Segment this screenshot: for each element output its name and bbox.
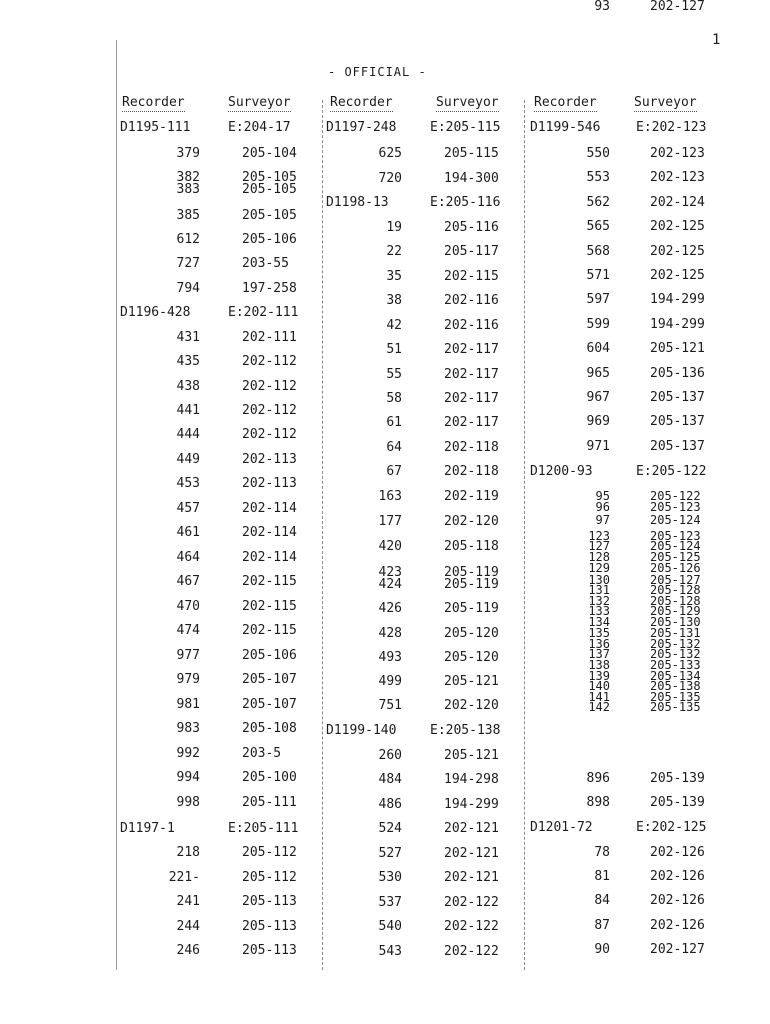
surveyor-entry: 205-104 [242, 146, 297, 161]
recorder-entry: 35 [386, 269, 402, 284]
surveyor-entry: 194-300 [444, 171, 499, 186]
recorder-entry: 177 [378, 514, 402, 529]
recorder-entry: 965 [586, 366, 610, 381]
surveyor-entry: E:205-111 [228, 821, 299, 836]
recorder-entry: 95 [595, 489, 610, 503]
recorder-entry: 128 [588, 550, 610, 564]
surveyor-entry: 203-55 [242, 256, 289, 271]
surveyor-entry: E:205-138 [430, 723, 501, 738]
recorder-entry: 540 [378, 919, 402, 934]
surveyor-entry: E:205-116 [430, 195, 501, 210]
surveyor-entry: 202-125 [650, 244, 705, 259]
recorder-entry: 553 [586, 170, 610, 185]
recorder-entry: 565 [586, 219, 610, 234]
surveyor-entry: E:202-123 [636, 120, 707, 135]
recorder-entry: 137 [588, 647, 610, 661]
surveyor-entry: 202-121 [444, 821, 499, 836]
surveyor-entry: E:202-125 [636, 820, 707, 835]
surveyor-entry: 205-119 [444, 577, 499, 592]
recorder-entry: 981 [176, 697, 200, 712]
surveyor-entry: 202-122 [444, 895, 499, 910]
surveyor-entry: 202-122 [444, 919, 499, 934]
surveyor-entry: 205-121 [444, 748, 499, 763]
recorder-entry: 19 [386, 220, 402, 235]
header-surveyor-3: Surveyor [634, 95, 697, 110]
recorder-entry: 992 [176, 746, 200, 761]
recorder-entry: 444 [176, 427, 200, 442]
surveyor-entry: 205-113 [242, 943, 297, 958]
recorder-entry: 994 [176, 770, 200, 785]
surveyor-entry: 202-115 [444, 269, 499, 284]
recorder-entry: 562 [586, 195, 610, 210]
surveyor-entry: 205-118 [444, 539, 499, 554]
surveyor-entry: 202-123 [650, 170, 705, 185]
recorder-entry: 134 [588, 615, 610, 629]
recorder-entry: D1200-93 [530, 464, 593, 479]
surveyor-entry: 202-126 [650, 869, 705, 884]
recorder-entry: 977 [176, 648, 200, 663]
surveyor-entry: 202-121 [444, 870, 499, 885]
recorder-entry: 971 [586, 439, 610, 454]
recorder-entry: 136 [588, 637, 610, 651]
surveyor-entry: 202-112 [242, 403, 297, 418]
surveyor-entry: 202-113 [242, 476, 297, 491]
recorder-entry: 127 [588, 539, 610, 553]
recorder-entry: 438 [176, 379, 200, 394]
recorder-entry: 64 [386, 440, 402, 455]
recorder-entry: 751 [378, 698, 402, 713]
surveyor-entry: 202-115 [242, 574, 297, 589]
recorder-entry: 983 [176, 721, 200, 736]
recorder-entry: 58 [386, 391, 402, 406]
surveyor-entry: 205-119 [444, 601, 499, 616]
surveyor-entry: 202-126 [650, 918, 705, 933]
header-recorder-2: Recorder [330, 95, 393, 110]
recorder-entry: 484 [378, 772, 402, 787]
recorder-entry: 61 [386, 415, 402, 430]
recorder-entry: D1201-72 [530, 820, 593, 835]
recorder-entry: 131 [588, 583, 610, 597]
surveyor-entry: 205-117 [444, 244, 499, 259]
surveyor-entry: 205-106 [242, 648, 297, 663]
recorder-entry: 67 [386, 464, 402, 479]
surveyor-entry: 202-112 [242, 354, 297, 369]
recorder-entry: 435 [176, 354, 200, 369]
surveyor-entry: 205-112 [242, 870, 297, 885]
surveyor-entry: 205-105 [242, 208, 297, 223]
recorder-entry: 426 [378, 601, 402, 616]
recorder-entry: D1199-546 [530, 120, 601, 135]
recorder-entry: 424 [378, 577, 402, 592]
recorder-entry: 969 [586, 414, 610, 429]
recorder-entry: 379 [176, 146, 200, 161]
surveyor-entry: 205-133 [650, 658, 701, 672]
surveyor-entry: 205-126 [650, 561, 701, 575]
recorder-entry: 420 [378, 539, 402, 554]
surveyor-entry: 202-114 [242, 525, 297, 540]
recorder-entry: 898 [586, 795, 610, 810]
recorder-entry: 383 [176, 182, 200, 197]
surveyor-entry: 205-137 [650, 414, 705, 429]
surveyor-entry: 205-113 [242, 919, 297, 934]
surveyor-entry: 202-112 [242, 427, 297, 442]
surveyor-entry: 202-118 [444, 440, 499, 455]
surveyor-entry: E:205-122 [636, 464, 707, 479]
surveyor-entry: 205-121 [444, 674, 499, 689]
recorder-entry: 218 [176, 845, 200, 860]
recorder-entry: D1195-111 [120, 120, 191, 135]
recorder-entry: 453 [176, 476, 200, 491]
surveyor-entry: 202-127 [650, 0, 705, 14]
recorder-entry: 84 [594, 893, 610, 908]
recorder-entry: 604 [586, 341, 610, 356]
recorder-entry: 499 [378, 674, 402, 689]
recorder-entry: 571 [586, 268, 610, 283]
recorder-entry: 78 [594, 845, 610, 860]
surveyor-entry: 194-298 [444, 772, 499, 787]
surveyor-entry: 205-113 [242, 894, 297, 909]
surveyor-entry: 205-129 [650, 604, 701, 618]
surveyor-entry: 205-119 [444, 565, 499, 580]
recorder-entry: 139 [588, 669, 610, 683]
recorder-entry: 720 [378, 171, 402, 186]
recorder-entry: 382 [176, 170, 200, 185]
surveyor-entry: 205-132 [650, 637, 701, 651]
surveyor-entry: 202-119 [444, 489, 499, 504]
recorder-entry: 87 [594, 918, 610, 933]
recorder-entry: 625 [378, 146, 402, 161]
recorder-entry: 998 [176, 795, 200, 810]
recorder-entry: 93 [594, 0, 610, 14]
surveyor-entry: 202-126 [650, 845, 705, 860]
surveyor-entry: 205-139 [650, 795, 705, 810]
surveyor-entry: 205-137 [650, 390, 705, 405]
surveyor-entry: 202-113 [242, 452, 297, 467]
recorder-entry: 449 [176, 452, 200, 467]
surveyor-entry: 205-127 [650, 573, 701, 587]
surveyor-entry: 202-115 [242, 599, 297, 614]
header-recorder-1: Recorder [122, 95, 185, 110]
surveyor-entry: 205-120 [444, 626, 499, 641]
surveyor-entry: E:204-17 [228, 120, 291, 135]
column-divider-2 [524, 100, 525, 970]
recorder-entry: 141 [588, 690, 610, 704]
surveyor-entry: 202-123 [650, 146, 705, 161]
surveyor-entry: 205-128 [650, 583, 701, 597]
surveyor-entry: 205-108 [242, 721, 297, 736]
recorder-entry: 385 [176, 208, 200, 223]
header-surveyor-1: Surveyor [228, 95, 291, 110]
surveyor-entry: 205-112 [242, 845, 297, 860]
surveyor-entry: 202-125 [650, 219, 705, 234]
surveyor-entry: 202-127 [650, 942, 705, 957]
recorder-entry: 979 [176, 672, 200, 687]
surveyor-entry: 194-299 [650, 292, 705, 307]
surveyor-entry: 205-137 [650, 439, 705, 454]
surveyor-entry: 205-124 [650, 539, 701, 553]
surveyor-entry: 205-106 [242, 232, 297, 247]
recorder-entry: 38 [386, 293, 402, 308]
surveyor-entry: 202-117 [444, 391, 499, 406]
recorder-entry: 221- [168, 870, 200, 885]
column-divider-1 [322, 100, 323, 970]
recorder-entry: 163 [378, 489, 402, 504]
surveyor-entry: 202-117 [444, 367, 499, 382]
recorder-entry: 486 [378, 797, 402, 812]
recorder-entry: 967 [586, 390, 610, 405]
surveyor-entry: 205-139 [650, 771, 705, 786]
surveyor-entry: 205-136 [650, 366, 705, 381]
recorder-entry: D1196-428 [120, 305, 191, 320]
recorder-entry: 423 [378, 565, 402, 580]
recorder-entry: 96 [595, 500, 610, 514]
recorder-entry: 81 [594, 869, 610, 884]
recorder-entry: 727 [176, 256, 200, 271]
recorder-entry: 129 [588, 561, 610, 575]
surveyor-entry: 205-132 [650, 647, 701, 661]
recorder-entry: 140 [588, 679, 610, 693]
surveyor-entry: 205-111 [242, 795, 297, 810]
recorder-entry: D1198-13 [326, 195, 389, 210]
surveyor-entry: 202-118 [444, 464, 499, 479]
page-edge [116, 40, 117, 970]
surveyor-entry: 202-120 [444, 698, 499, 713]
recorder-entry: 530 [378, 870, 402, 885]
recorder-entry: 599 [586, 317, 610, 332]
surveyor-entry: 202-122 [444, 944, 499, 959]
recorder-entry: 241 [176, 894, 200, 909]
surveyor-entry: 205-122 [650, 489, 701, 503]
recorder-entry: 123 [588, 529, 610, 543]
header-recorder-3: Recorder [534, 95, 597, 110]
recorder-entry: 464 [176, 550, 200, 565]
surveyor-entry: 205-115 [444, 146, 499, 161]
recorder-entry: 896 [586, 771, 610, 786]
surveyor-entry: 202-121 [444, 846, 499, 861]
surveyor-entry: 205-135 [650, 700, 701, 714]
surveyor-entry: 194-299 [444, 797, 499, 812]
surveyor-entry: 205-100 [242, 770, 297, 785]
surveyor-entry: 205-120 [444, 650, 499, 665]
recorder-entry: 431 [176, 330, 200, 345]
surveyor-entry: 205-131 [650, 626, 701, 640]
surveyor-entry: 202-114 [242, 501, 297, 516]
recorder-entry: 51 [386, 342, 402, 357]
surveyor-entry: 202-112 [242, 379, 297, 394]
surveyor-entry: 205-135 [650, 690, 701, 704]
header-surveyor-2: Surveyor [436, 95, 499, 110]
surveyor-entry: 202-124 [650, 195, 705, 210]
surveyor-entry: 202-117 [444, 415, 499, 430]
page-number: 1 [712, 32, 721, 48]
surveyor-entry: 202-115 [242, 623, 297, 638]
surveyor-entry: 205-128 [650, 594, 701, 608]
surveyor-entry: 205-125 [650, 550, 701, 564]
recorder-entry: D1197-1 [120, 821, 175, 836]
page-title: - OFFICIAL - [328, 65, 427, 79]
surveyor-entry: 203-5 [242, 746, 282, 761]
recorder-entry: 428 [378, 626, 402, 641]
surveyor-entry: 205-134 [650, 669, 701, 683]
recorder-entry: 22 [386, 244, 402, 259]
recorder-entry: 130 [588, 573, 610, 587]
recorder-entry: 612 [176, 232, 200, 247]
surveyor-entry: 202-116 [444, 318, 499, 333]
surveyor-entry: 197-258 [242, 281, 297, 296]
recorder-entry: D1197-248 [326, 120, 397, 135]
surveyor-entry: 202-126 [650, 893, 705, 908]
surveyor-entry: 205-138 [650, 679, 701, 693]
recorder-entry: 441 [176, 403, 200, 418]
recorder-entry: 90 [594, 942, 610, 957]
recorder-entry: 597 [586, 292, 610, 307]
surveyor-entry: 205-130 [650, 615, 701, 629]
surveyor-entry: 205-124 [650, 513, 701, 527]
surveyor-entry: E:205-115 [430, 120, 501, 135]
recorder-entry: 260 [378, 748, 402, 763]
surveyor-entry: 202-117 [444, 342, 499, 357]
recorder-entry: 467 [176, 574, 200, 589]
recorder-entry: 55 [386, 367, 402, 382]
surveyor-entry: 205-107 [242, 672, 297, 687]
recorder-entry: 244 [176, 919, 200, 934]
recorder-entry: 527 [378, 846, 402, 861]
recorder-entry: 461 [176, 525, 200, 540]
surveyor-entry: 202-111 [242, 330, 297, 345]
recorder-entry: 457 [176, 501, 200, 516]
surveyor-entry: E:202-111 [228, 305, 299, 320]
surveyor-entry: 202-116 [444, 293, 499, 308]
surveyor-entry: 205-123 [650, 529, 701, 543]
recorder-entry: 135 [588, 626, 610, 640]
recorder-entry: 537 [378, 895, 402, 910]
surveyor-entry: 205-105 [242, 170, 297, 185]
recorder-entry: 470 [176, 599, 200, 614]
surveyor-entry: 205-121 [650, 341, 705, 356]
recorder-entry: 493 [378, 650, 402, 665]
surveyor-entry: 205-105 [242, 182, 297, 197]
recorder-entry: 42 [386, 318, 402, 333]
recorder-entry: D1199-140 [326, 723, 397, 738]
surveyor-entry: 205-123 [650, 500, 701, 514]
recorder-entry: 568 [586, 244, 610, 259]
surveyor-entry: 202-125 [650, 268, 705, 283]
recorder-entry: 524 [378, 821, 402, 836]
recorder-entry: 142 [588, 700, 610, 714]
recorder-entry: 543 [378, 944, 402, 959]
surveyor-entry: 194-299 [650, 317, 705, 332]
surveyor-entry: 205-116 [444, 220, 499, 235]
recorder-entry: 550 [586, 146, 610, 161]
recorder-entry: 474 [176, 623, 200, 638]
surveyor-entry: 202-120 [444, 514, 499, 529]
recorder-entry: 794 [176, 281, 200, 296]
recorder-entry: 97 [595, 513, 610, 527]
recorder-entry: 246 [176, 943, 200, 958]
surveyor-entry: 205-107 [242, 697, 297, 712]
recorder-entry: 138 [588, 658, 610, 672]
surveyor-entry: 202-114 [242, 550, 297, 565]
recorder-entry: 133 [588, 604, 610, 618]
recorder-entry: 132 [588, 594, 610, 608]
